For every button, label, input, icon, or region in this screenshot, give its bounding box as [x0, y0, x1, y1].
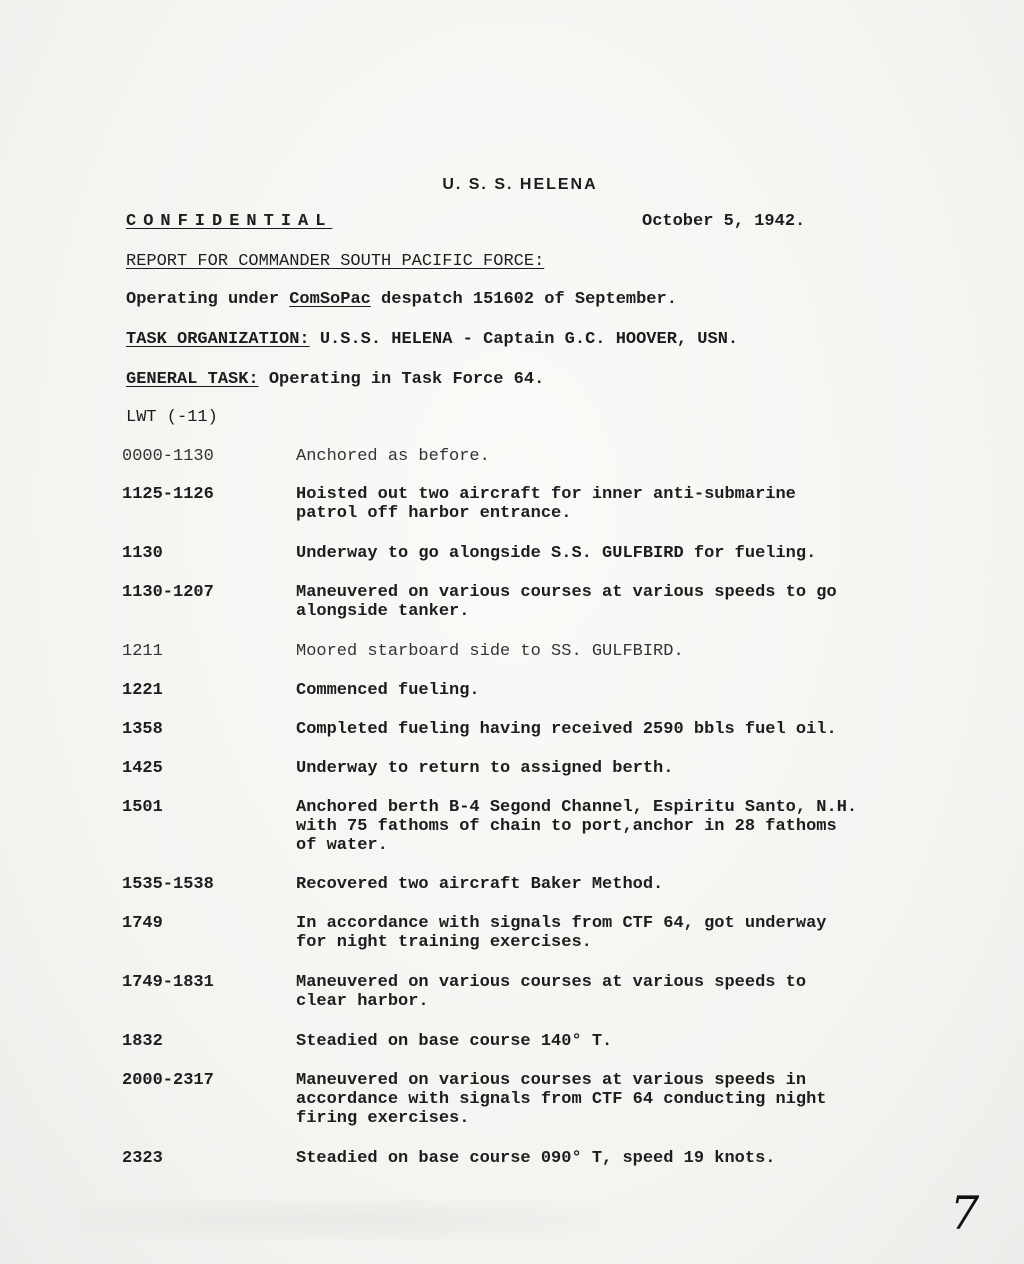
log-entry-line: for night training exercises. — [296, 933, 592, 952]
operating-line — [126, 290, 677, 309]
log-entry-time: 1749 — [122, 914, 163, 933]
log-entry-time: 1358 — [122, 720, 163, 739]
operating-suffix: despatch 151602 of September. — [370, 290, 677, 309]
log-entry-line: Steadied on base course 140° T. — [296, 1032, 613, 1051]
log-entry-description — [296, 681, 962, 700]
log-entry-time: 1535-1538 — [122, 875, 214, 894]
log-entry-time: 1130-1207 — [122, 583, 214, 602]
log-entry-time: 1425 — [122, 759, 163, 778]
log-entry-line: Commenced fueling. — [296, 681, 480, 700]
general-task-value: Operating in Task Force 64. — [258, 370, 545, 389]
log-entry-line: Maneuvered on various courses at various speeds to go — [296, 583, 837, 602]
log-entry — [122, 720, 962, 739]
log-entry-line: In accordance with signals from CTF 64, got underway — [296, 914, 827, 933]
page-number: 7 — [950, 1186, 980, 1240]
log-entry-line: Completed fueling having received 2590 bbls fuel oil. — [296, 720, 837, 739]
general-task-line — [126, 370, 544, 389]
classification-label: CONFIDENTIAL — [126, 212, 333, 231]
log-entry — [122, 759, 962, 778]
log-entry-description — [296, 798, 962, 855]
log-entry-time: 1130 — [122, 544, 163, 563]
report-heading: REPORT FOR COMMANDER SOUTH PACIFIC FORCE: — [126, 252, 545, 271]
log-entry-time: 0000-1130 — [122, 447, 214, 466]
log-entry-description — [296, 759, 962, 778]
log-entry — [122, 1032, 962, 1051]
ship-name-heading: U. S. S. HELENA — [442, 176, 598, 193]
log-entry — [122, 642, 962, 661]
log-entry-description — [296, 485, 962, 523]
log-entry-description — [296, 447, 962, 466]
task-organization-value: U.S.S. HELENA - Captain G.C. HOOVER, USN. — [309, 330, 739, 349]
operating-authority: ComSoPac — [289, 290, 371, 309]
page-smudge — [80, 1200, 600, 1240]
general-task-label: GENERAL TASK: — [126, 370, 259, 389]
log-entry-time: 2323 — [122, 1149, 163, 1168]
task-organization-line — [126, 330, 738, 349]
log-entry-line: Moored starboard side to SS. GULFBIRD. — [296, 642, 684, 661]
log-entry-line: of water. — [296, 836, 388, 855]
time-zone-label: LWT (-11) — [126, 408, 218, 427]
log-entry-time: 1221 — [122, 681, 163, 700]
log-entry-description — [296, 914, 962, 952]
log-entry — [122, 914, 962, 952]
log-entry-line: Underway to return to assigned berth. — [296, 759, 674, 778]
log-entry — [122, 485, 962, 523]
log-entry — [122, 1071, 962, 1128]
log-entry-line: with 75 fathoms of chain to port,anchor in 28 fathoms — [296, 817, 837, 836]
log-entry — [122, 447, 962, 466]
operating-prefix: Operating under — [126, 290, 290, 309]
log-entry-description — [296, 544, 962, 563]
log-entry-time: 1501 — [122, 798, 163, 817]
log-entry-description — [296, 875, 962, 894]
log-entry — [122, 544, 962, 563]
log-entry-line: clear harbor. — [296, 992, 429, 1011]
log-entry-line: accordance with signals from CTF 64 conducting night — [296, 1090, 827, 1109]
log-entry-line: Steadied on base course 090° T, speed 19 knots. — [296, 1149, 776, 1168]
log-entry-line: Maneuvered on various courses at various speeds to — [296, 973, 807, 992]
log-entry-description — [296, 720, 962, 739]
log-entry-time: 1125-1126 — [122, 485, 214, 504]
log-entry-line: alongside tanker. — [296, 602, 470, 621]
log-entry-line: Underway to go alongside S.S. GULFBIRD for fueling. — [296, 544, 817, 563]
log-entry-description — [296, 1032, 962, 1051]
log-entry-time: 1211 — [122, 642, 163, 661]
log-entry-time: 1749-1831 — [122, 973, 214, 992]
log-entry-line: patrol off harbor entrance. — [296, 504, 572, 523]
log-entry — [122, 681, 962, 700]
log-entry-description — [296, 973, 962, 1011]
log-entry-time: 1832 — [122, 1032, 163, 1051]
task-organization-label: TASK ORGANIZATION: — [126, 330, 310, 349]
log-entry — [122, 798, 962, 855]
log-entry-line: Hoisted out two aircraft for inner anti-submarine — [296, 485, 796, 504]
log-entry-line: Anchored berth B-4 Segond Channel, Espiritu Santo, N.H. — [296, 798, 858, 817]
log-entry — [122, 583, 962, 621]
log-entry — [122, 875, 962, 894]
log-entry-description — [296, 583, 962, 621]
log-entry-line: Recovered two aircraft Baker Method. — [296, 875, 664, 894]
log-entry — [122, 973, 962, 1011]
report-date: October 5, 1942. — [642, 212, 806, 231]
log-entry-line: Maneuvered on various courses at various speeds in — [296, 1071, 807, 1090]
log-entry-description — [296, 1149, 962, 1168]
log-entry-line: firing exercises. — [296, 1109, 470, 1128]
log-entry-description — [296, 1071, 962, 1128]
log-entry-time: 2000-2317 — [122, 1071, 214, 1090]
log-entry-line: Anchored as before. — [296, 447, 490, 466]
log-entry-description — [296, 642, 962, 661]
log-entry — [122, 1149, 962, 1168]
